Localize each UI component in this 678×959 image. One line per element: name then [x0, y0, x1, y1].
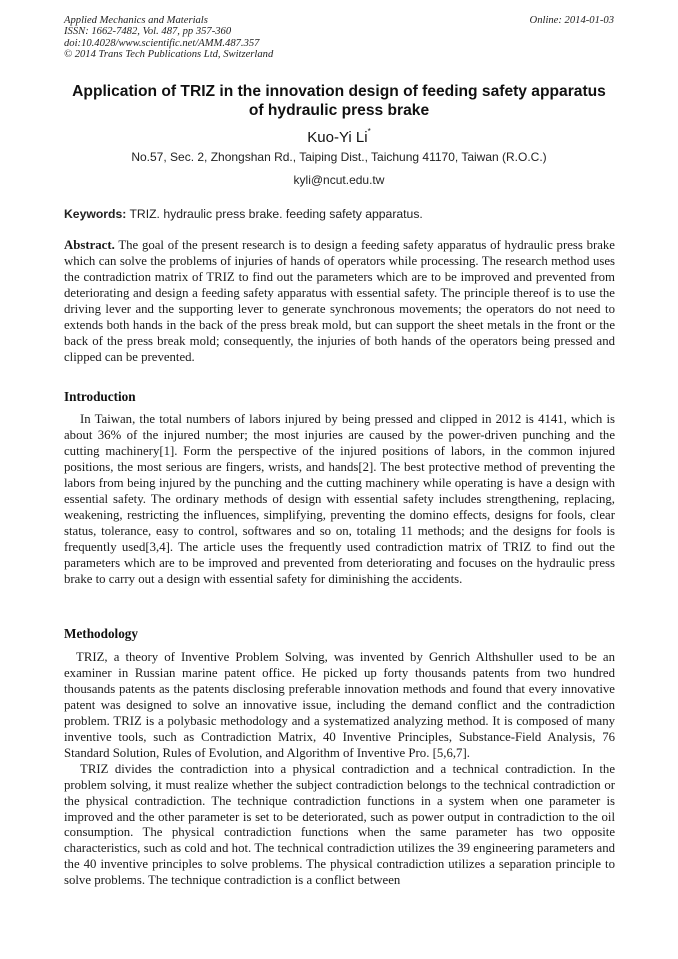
introduction-heading: Introduction	[64, 389, 136, 404]
methodology-heading: Methodology	[64, 626, 138, 641]
abstract	[64, 238, 615, 366]
introduction-body	[64, 412, 615, 587]
methodology-paragraph-2: TRIZ divides the contradiction into a physical contradiction and a technical contradiction. In the problem solving, it must realize whether the subject contradiction belongs to the technical contradiction or the physical contradiction. The technique contradiction functions in a system when one parameter is improved and the other parameter is set to be deteriorated, such as power output in contradiction to the oil consumption. The physical contradiction functions when the same parameter has two opposite characteristics, such as cold and hot. The technical contradiction utilizes the 39 engineering parameters and the 40 inventive principles to solve problems. The physical contradiction utilizes a separation principle to solve problems. The technique contradiction is a conflict between	[64, 761, 615, 888]
journal-doi: doi:10.4028/www.scientific.net/AMM.487.357	[64, 37, 260, 49]
journal-name: Applied Mechanics and Materials	[64, 15, 208, 26]
abstract-text: The goal of the present research is to design a feeding safety apparatus of hydraulic press brake which can solve the problems of injuries of hands of operators while processing. The research method uses the contradiction matrix of TRIZ to find out the parameters which are to be improved and prevented from deteriorating and design a feeding safety apparatus with essential safety. The principle thereof is to use the driving lever and the supporting lever to generate synchronous movements; the operators do not need to extends both hands in the back of the press break mold, but can support the sheet metals in the front or the back of the press break mold; consequently, the injuries of both hands of the operators being pressed and clipped can be prevented.	[64, 238, 615, 364]
author-name: Kuo-Yi Li	[307, 129, 368, 146]
online-date: Online: 2014-01-03	[529, 15, 614, 26]
paper-title	[40, 82, 638, 120]
methodology-paragraph-1: TRIZ, a theory of Inventive Problem Solving, was invented by Genrich Althshuller used to be an examiner in Russian marine patent office. He picked up forty thousands patents from two hundred thousands patents as the patents disclosing preferable innovation methods and found that every innovative patent was designed to solve an innovative issue, including the demand conflict and the contradiction problem. TRIZ is a polybasic methodology and a systematized analyzing method. It is composed of many inventive tools, such as Contradiction Matrix, 40 Inventive Principles, Substance-Field Analysis, 76 Standard Solution, Rules of Evolution, and Algorithm of Inventive Pro. [5,6,7].	[64, 650, 615, 760]
paper-title-line2: of hydraulic press brake	[248, 102, 430, 119]
author-affiliation: No.57, Sec. 2, Zhongshan Rd., Taiping Dist., Taichung 41170, Taiwan (R.O.C.)	[131, 150, 547, 164]
methodology-body	[64, 650, 615, 889]
keywords-text: TRIZ. hydraulic press brake. feeding safety apparatus.	[126, 207, 423, 221]
journal-header	[64, 15, 424, 61]
abstract-label: Abstract.	[64, 238, 115, 252]
author-line	[40, 125, 638, 147]
introduction-paragraph: In Taiwan, the total numbers of labors injured by being pressed and clipped in 2012 is 4141, which is about 36% of the injured number; the most injuries are caused by the power-driven punching and the cutting machinery[1]. Form the perspective of the injured positions of labors, in the common injured positions, the most serious are fingers, wrists, and hands[2]. The best protective method of preventing the labors from being injured by the punching and the cutting machinery while operating is have a design with essential safety. The ordinary methods of design with essential safety includes strengthening, replacing, weakening, restricting the influences, simplifying, preventing the domino effects, designs for fools, clear status, tolerance, easy to control, softwares and so on, totaling 11 methods; and the designs for fools is frequently used[3,4]. The article uses the frequently used contradiction matrix of TRIZ to find out the parameters which are to be improved and prevented from deteriorating and focuses on the hydraulic press brake to carry out a design with essential safety for diminishing the accidents.	[64, 412, 615, 586]
journal-issn: ISSN: 1662-7482, Vol. 487, pp 357-360	[64, 26, 232, 38]
keywords	[64, 207, 624, 222]
keywords-label: Keywords:	[64, 207, 127, 221]
paper-title-line1: Application of TRIZ in the innovation design of feeding safety apparatus	[72, 83, 606, 100]
author-email: kyli@ncut.edu.tw	[293, 173, 385, 187]
author-mark: *	[367, 127, 371, 136]
journal-copyright: © 2014 Trans Tech Publications Ltd, Switzerland	[64, 49, 274, 61]
